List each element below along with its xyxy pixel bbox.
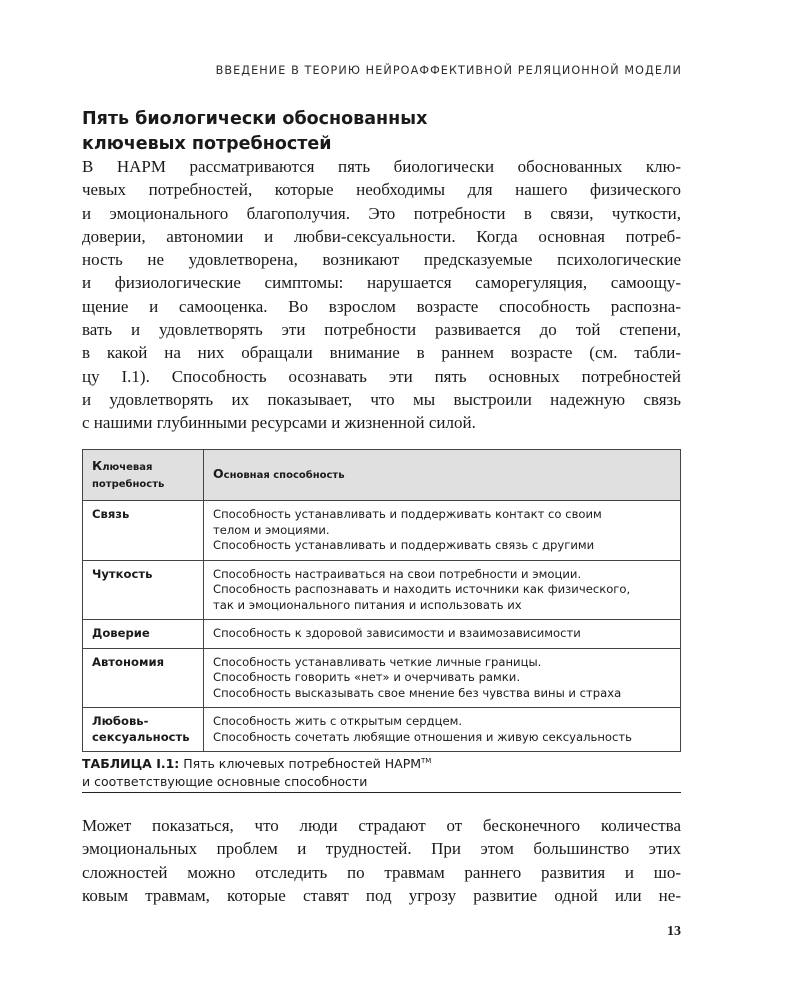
text-line: вать и удовлетворять эти потребности развивается до той степени,: [82, 320, 681, 340]
table-caption: [82, 752, 681, 793]
text-line: В НАРМ рассматриваются пять биологически обоснованных клю-: [82, 157, 681, 176]
text-line: с нашими глубинными ресурсами и жизненной силой.: [82, 413, 476, 433]
need-cell: Чуткость: [83, 560, 204, 620]
text-line: и удовлетворять их показывает, что мы выстроили надежную связь: [82, 389, 681, 409]
text-line: щение и самооценка. Во взрослом возрасте способность распозна-: [82, 296, 681, 316]
section-title: [82, 107, 602, 157]
need-cell: Доверие: [83, 620, 204, 649]
text-line: чевых потребностей, которые необходимы для нашего физического: [82, 180, 681, 200]
text-line: и эмоционального благополучия. Это потребности в связи, чуткости,: [82, 203, 681, 223]
section-title-line: Пять биологически обоснованных: [82, 109, 428, 129]
caption-label: ТАБЛИЦА I.1:: [82, 756, 180, 771]
caption-text: Пять ключевых потребностей НАРМ: [179, 756, 422, 771]
needs-table: [82, 449, 681, 752]
need-cell: Любовь- сексуальность: [83, 708, 204, 752]
need-cell: Связь: [83, 501, 204, 561]
text-line: эмоциональных проблем и трудностей. При этом большинство этих: [82, 839, 681, 859]
page-number: 13: [667, 924, 681, 939]
capacity-cell: Способность устанавливать и поддерживать контакт со своим телом и эмоциями. Способность устанавливать и поддерживать связь с другими: [204, 501, 681, 561]
table-header-row: [83, 450, 681, 501]
text-line: цу I.1). Способность осознавать эти пять основных потребностей: [82, 366, 681, 386]
text-line: ность не удовлетворена, возникают предсказуемые психологические: [82, 250, 681, 270]
table-row: [83, 501, 681, 561]
table-row: [83, 560, 681, 620]
capacity-cell: Способность жить с открытым сердцем. Способность сочетать любящие отношения и живую сексуальность: [204, 708, 681, 752]
text-line: Может показаться, что люди страдают от бесконечного количества: [82, 816, 681, 835]
caption-text: и соответствующие основные способности: [82, 774, 368, 789]
header-key-need: Ключевая потребность: [83, 450, 204, 501]
paragraph-continuation: [82, 814, 681, 907]
text-line: и физиологические симптомы: нарушается саморегуляция, самоощу-: [82, 273, 681, 293]
text-line: ковым травмам, которые ставят под угрозу развитие одной или не-: [82, 885, 681, 905]
text-line: доверии, автономии и любви-сексуальности. Когда основная потреб-: [82, 226, 681, 246]
table-row: [83, 708, 681, 752]
capacity-cell: Способность устанавливать четкие личные границы. Способность говорить «нет» и очерчивать рамки. Способность высказывать свое мнение без чувства вины и страха: [204, 648, 681, 708]
running-head: ВВЕДЕНИЕ В ТЕОРИЮ НЕЙРОАФФЕКТИВНОЙ РЕЛЯЦИОННОЙ МОДЕЛИ: [215, 64, 682, 77]
text-line: в какой на них обращали внимание в раннем возрасте (см. табли-: [82, 343, 681, 363]
table-row: [83, 648, 681, 708]
capacity-cell: Способность к здоровой зависимости и взаимозависимости: [204, 620, 681, 649]
table-row: [83, 620, 681, 649]
trademark-mark: TM: [421, 757, 432, 765]
text-line: сложностей можно отследить по травмам раннего развития и шо-: [82, 862, 681, 882]
header-core-capacity: Основная способность: [204, 450, 681, 501]
section-title-line: ключевых потребностей: [82, 134, 332, 154]
need-cell: Автономия: [83, 648, 204, 708]
paragraph-intro: [82, 155, 681, 435]
capacity-cell: Способность настраиваться на свои потребности и эмоции. Способность распознавать и находить источники как физического, так и эмоционального питания и использовать их: [204, 560, 681, 620]
